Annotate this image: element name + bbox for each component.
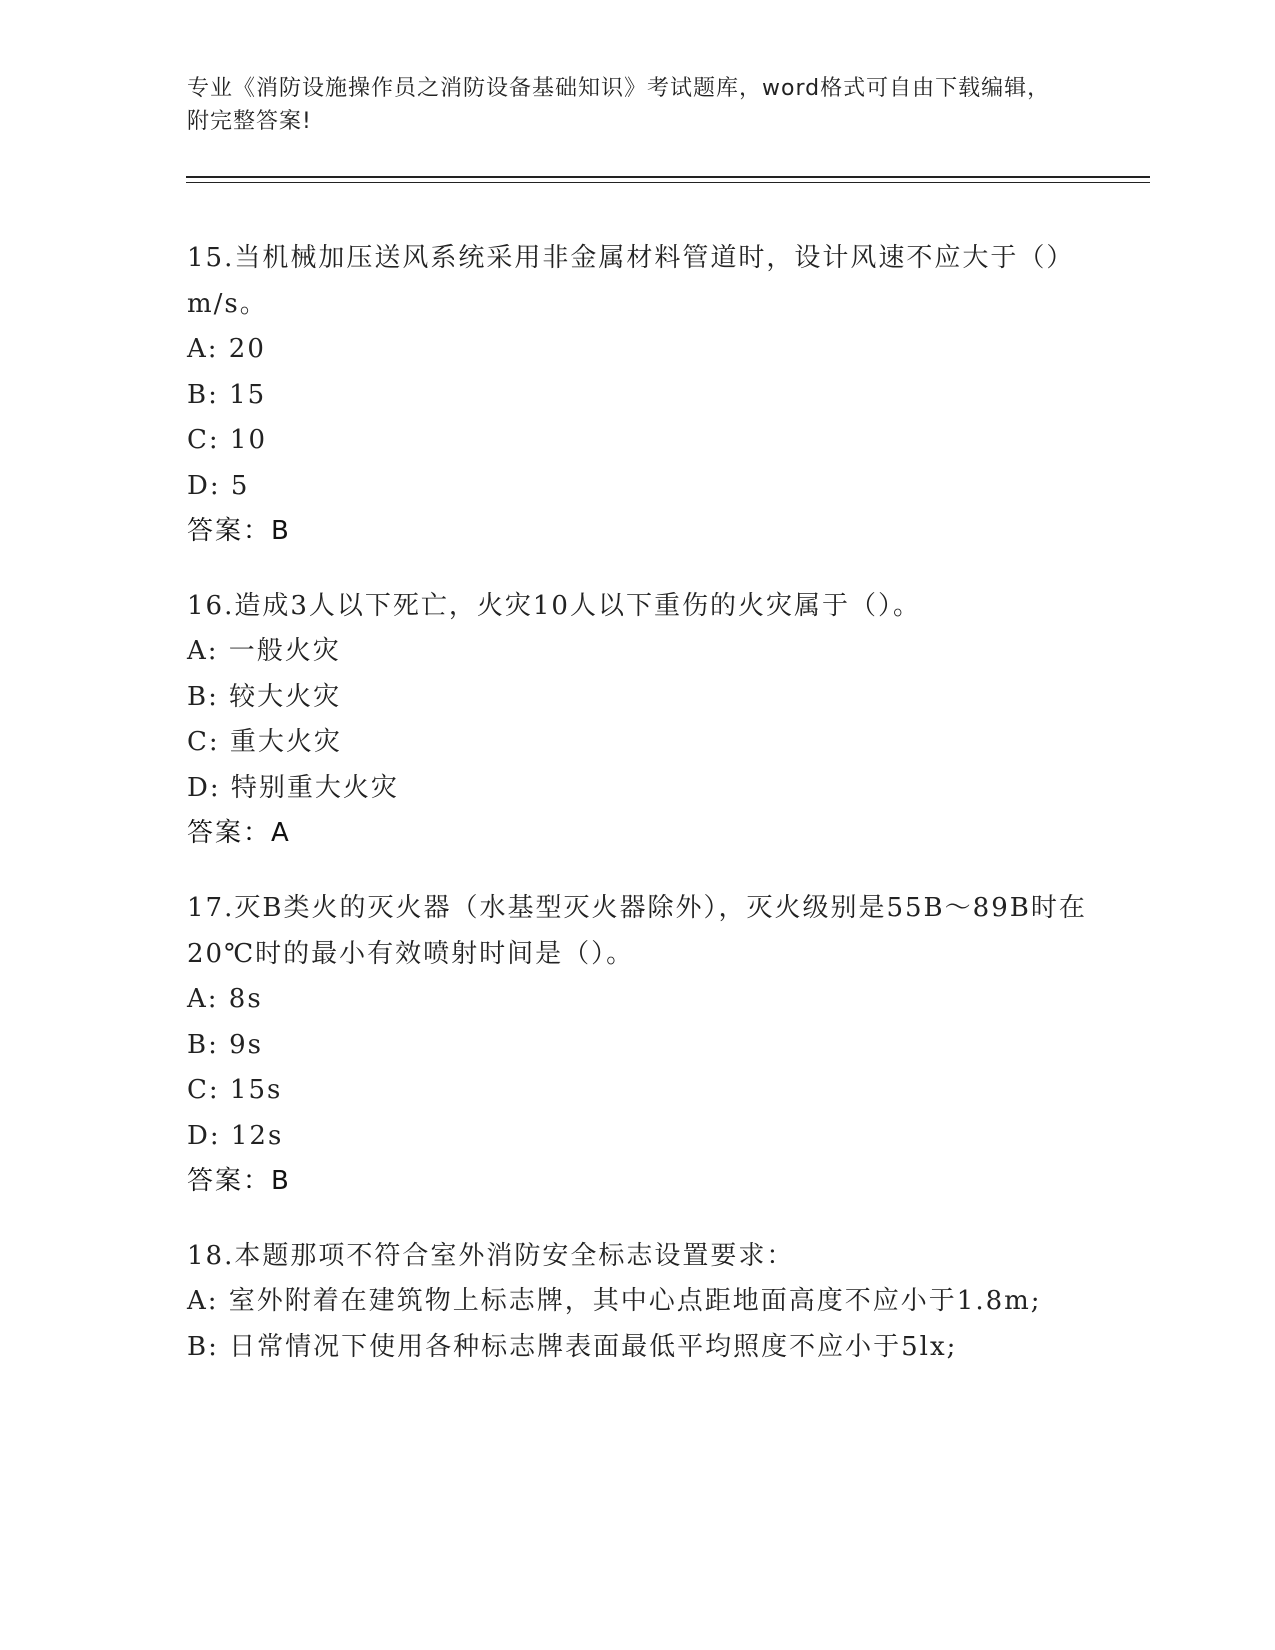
answer-line: 答案：B (187, 516, 291, 546)
question-list (187, 235, 1107, 1399)
option-b: B: 15 (187, 379, 267, 410)
question-text: 15.当机械加压送风系统采用非金属材料管道时，设计风速不应大于（）m/s。 (187, 243, 1075, 319)
option-c: C: 重大火灾 (187, 727, 342, 757)
option-d: D: 5 (187, 470, 250, 501)
question-17 (187, 885, 1107, 1204)
option-a: A: 8s (187, 984, 263, 1014)
question-15 (187, 235, 1107, 554)
answer-line: 答案：A (187, 818, 291, 848)
header-rule-thin (186, 182, 1150, 183)
question-18 (187, 1233, 1107, 1370)
option-a: A: 20 (187, 334, 266, 364)
document-header: 专业《消防设施操作员之消防设备基础知识》考试题库，word格式可自由下载编辑，附完整答案! (187, 76, 1051, 134)
header-rule-thick (186, 176, 1150, 178)
option-a: A: 一般火灾 (187, 636, 341, 666)
question-text: 17.灭B类火的灭火器（水基型灭火器除外），灭火级别是55B～89B时在20℃时的最小有效喷射时间是（）。 (187, 893, 1087, 969)
option-d: D: 12s (187, 1120, 284, 1151)
question-text: 16.造成3人以下死亡，火灾10人以下重伤的火灾属于（）。 (187, 591, 921, 621)
option-c: C: 15s (187, 1075, 283, 1105)
option-d: D: 特别重大火灾 (187, 772, 399, 803)
answer-line: 答案：B (187, 1166, 291, 1196)
option-b: B: 较大火灾 (187, 681, 342, 712)
question-16 (187, 583, 1107, 856)
question-text: 18.本题那项不符合室外消防安全标志设置要求： (187, 1241, 795, 1271)
option-b: B: 9s (187, 1029, 264, 1060)
option-c: C: 10 (187, 425, 268, 455)
option-a: A: 室外附着在建筑物上标志牌，其中心点距地面高度不应小于1.8m; (187, 1286, 1042, 1316)
option-b: B: 日常情况下使用各种标志牌表面最低平均照度不应小于5lx; (187, 1331, 958, 1362)
